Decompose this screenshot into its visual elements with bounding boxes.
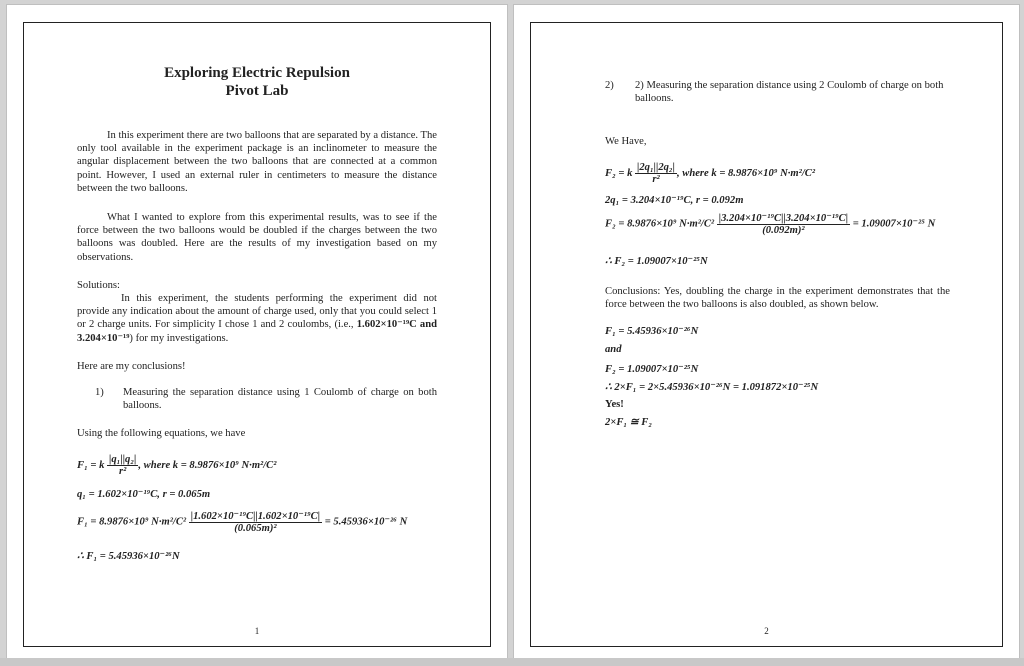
coulomb-law-equation: F₁ = k $\frac{\text{|q₁||q₂|}}{\text{r²}}$ , where k = 8.9876×10⁹ N·m²/C²: [77, 454, 277, 477]
page-frame: [530, 22, 1003, 647]
solutions-heading: Solutions:: [77, 280, 120, 291]
document-page-2: [513, 4, 1020, 660]
we-have-text: We Have,: [605, 136, 647, 147]
force-result-equation: ∴ F₁ = 5.45936×10⁻²⁶N: [77, 551, 180, 562]
result-and: and: [605, 344, 622, 355]
list-item-text: Measuring the separation distance using 1 Coulomb of charge on both balloons.: [123, 387, 437, 412]
document-title: Exploring Electric Repulsion: [164, 65, 350, 81]
force-calculation-equation: F₁ = 8.9876×10⁹ N·m²/C² $\frac{\text{|1.602×10⁻¹⁹C||1.602×10⁻¹⁹C|}}{\text{(0.065m)²}}$ = 5.45936×10⁻²⁶ N: [77, 511, 408, 534]
list-item-text: 2) Measuring the separation distance using 2 Coulomb of charge on both balloons.: [635, 80, 944, 105]
conclusions-intro: Here are my conclusions!: [77, 361, 186, 372]
result-f1: F₁ = 5.45936×10⁻²⁶N: [605, 326, 699, 337]
given-values-equation: q₁ = 1.602×10⁻¹⁹C, r = 0.065m: [77, 489, 211, 500]
given-values-equation: 2q₁ = 3.204×10⁻¹⁹C, r = 0.092m: [605, 195, 744, 206]
result-doubled: ∴ 2×F₁ = 2×5.45936×10⁻²⁶N = 1.091872×10⁻²⁵N: [605, 382, 819, 393]
using-equations-text: Using the following equations, we have: [77, 428, 246, 439]
conclusions-paragraph: Conclusions: Yes, doubling the charge in the experiment demonstrates that the force between the two balloons is also doubled, as shown below.: [605, 286, 950, 311]
goal-paragraph: What I wanted to explore from this experimental results, was to see if the force between the two balloons would be doubled if the charges between the two balloons was doubled. Here are the results of my investigation based on my observations.: [77, 212, 437, 263]
page-number: 2: [764, 626, 769, 636]
force-calculation-equation: F₂ = 8.9876×10⁹ N·m²/C² $\frac{\text{|3.204×10⁻¹⁹C||3.204×10⁻¹⁹C|}}{\text{(0.092m)²}}$ = 1.09007×10⁻²⁵ N: [605, 213, 936, 236]
result-yes: Yes!: [605, 399, 624, 410]
list-item-number: 2): [605, 80, 614, 91]
result-f2: F₂ = 1.09007×10⁻²⁵N: [605, 364, 699, 375]
force-result-equation: ∴ F₂ = 1.09007×10⁻²⁵N: [605, 256, 708, 267]
solutions-paragraph: In this experiment, the students performing the experiment did not provide any indication about the amount of charge used, only that you could select 1 or 2 charge units. For simplicity I chose 1 and 2 coulombs, (i.e., 1.602×10⁻¹⁹C and 3.204×10⁻¹⁹) for my investigations.: [77, 293, 437, 344]
coulomb-law-equation: F₂ = k $\frac{\text{|2q₁||2q₂|}}{\text{r²}}$ , where k = 8.9876×10⁹ N·m²/C²: [605, 162, 816, 185]
intro-paragraph: In this experiment there are two balloons that are separated by a distance. The only tool available in the experiment package is an inclinometer to measure the angular displacement between the two balloons that are connected at a common point. However, I used an external ruler in centimeters to measure the distance between the two balloons.: [77, 130, 437, 194]
viewer-bottom-strip: [0, 658, 1024, 666]
list-item-number: 1): [95, 387, 104, 398]
result-comparison: 2×F₁ ≅ F₂: [605, 417, 653, 428]
document-subtitle: Pivot Lab: [225, 83, 289, 99]
document-page-1: [6, 4, 508, 660]
page-number: 1: [254, 626, 260, 636]
